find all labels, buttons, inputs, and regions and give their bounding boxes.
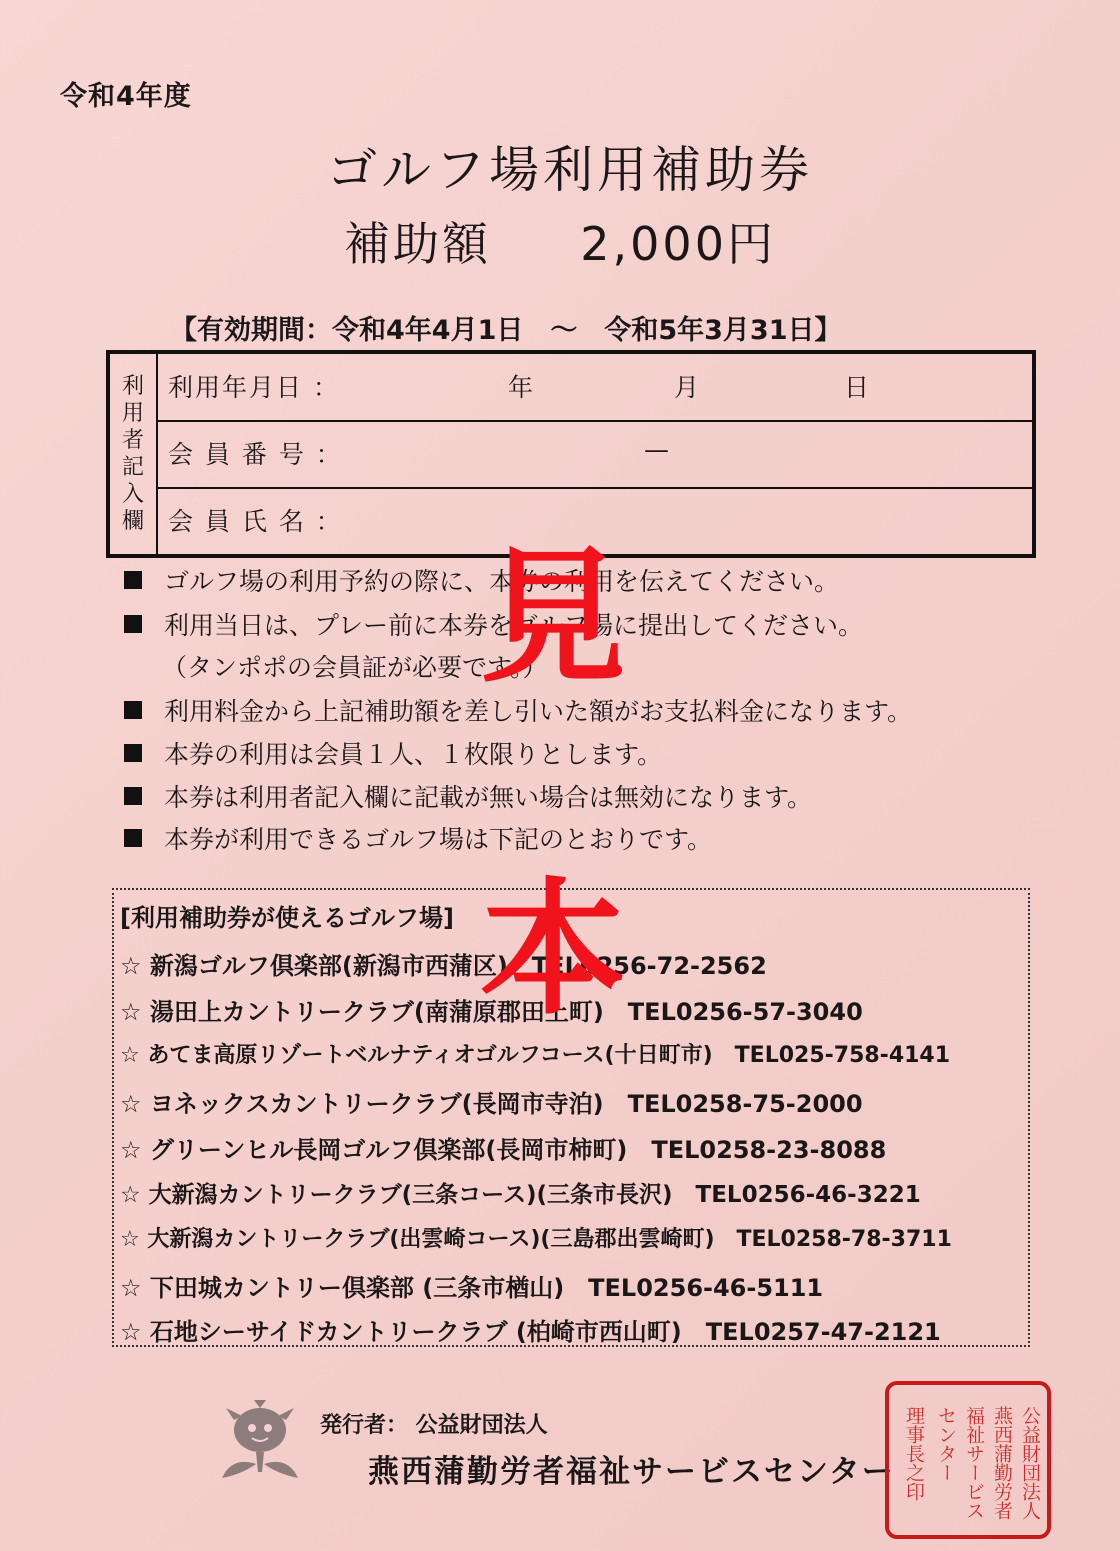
validity-period: 【有効期間：令和4年4月1日 ～ 令和5年3月31日】: [170, 315, 842, 346]
side-char: 者: [121, 428, 144, 453]
subsidy-amount: [0, 208, 1120, 274]
member-number-row[interactable]: [158, 421, 1032, 489]
seal-text: 燕西蒲勤労者: [991, 1406, 1013, 1520]
dandelion-logo-icon: [212, 1400, 308, 1484]
course-item: ☆ 下田城カントリー倶楽部 (三条市楢山) TEL0256-46-5111: [120, 1274, 824, 1302]
note-text: 本券が利用できるゴルフ場は下記のとおりです。: [164, 825, 713, 854]
side-char: 記: [121, 455, 144, 480]
member-name-label: 会 員 氏 名 ：: [168, 507, 343, 536]
course-item: ☆ 大新潟カントリークラブ(出雲崎コース)(三島郡出雲崎町) TEL0258-78-3711: [120, 1227, 952, 1252]
use-date-label: 利用年月日 ：: [168, 373, 340, 402]
side-char: 入: [121, 482, 144, 507]
seal-text: 公益財団法人: [1019, 1406, 1041, 1520]
seal-text: センター: [935, 1406, 957, 1482]
ticket-title: ゴルフ場利用補助券: [327, 141, 813, 199]
course-item: ☆ 石地シーサイドカントリークラブ (柏崎市西山町) TEL0257-47-2121: [120, 1318, 941, 1346]
year-label: 年: [508, 373, 534, 402]
specimen-mark-top: 見: [480, 533, 626, 703]
member-number-label: 会 員 番 号 ：: [168, 440, 343, 469]
course-item: ☆ 新潟ゴルフ倶楽部(新潟市西蒲区) TEL0256-72-2562: [120, 952, 767, 980]
bullet-square-icon: [124, 787, 142, 805]
issuer-name: 燕西蒲勤労者福祉サービスセンター: [368, 1454, 895, 1490]
note-sub: （タンポポの会員証が必要です。）: [162, 653, 548, 682]
note-text: 利用料金から上記補助額を差し引いた額がお支払料金になります。: [164, 697, 913, 726]
course-item: ☆ ヨネックスカントリークラブ(長岡市寺泊) TEL0258-75-2000: [120, 1090, 863, 1118]
note-item: [124, 778, 812, 814]
course-item: ☆ あてま高原リゾートベルナティオゴルフコース(十日町市) TEL025-758-4141: [120, 1043, 951, 1068]
bullet-square-icon: [124, 701, 142, 719]
use-date-row[interactable]: [158, 354, 1032, 422]
amount-value: 2,000円: [580, 217, 776, 271]
side-char: 利: [121, 374, 144, 399]
form-side-label: [110, 354, 158, 554]
seal-text: 理事長之印: [903, 1406, 925, 1501]
note-text: ゴルフ場の利用予約の際に、本券の利用を伝えてください。: [164, 567, 840, 596]
note-text: 本券は利用者記入欄に記載が無い場合は無効になります。: [164, 783, 813, 812]
seal-text: 福祉サービス: [963, 1406, 985, 1520]
official-seal: [884, 1380, 1052, 1544]
course-item: ☆ 湯田上カントリークラブ(南蒲原郡田上町) TEL0256-57-3040: [120, 998, 863, 1026]
issuer-label: 発行者： 公益財団法人: [320, 1413, 548, 1438]
course-list-heading: [利用補助券が使えるゴルフ場]: [120, 904, 454, 932]
note-text: 本券の利用は会員１人、１枚限りとします。: [164, 740, 663, 769]
course-item: ☆ 大新潟カントリークラブ(三条コース)(三条市長沢) TEL0256-46-3221: [120, 1182, 921, 1208]
day-label: 日: [844, 373, 870, 402]
bullet-square-icon: [124, 829, 142, 847]
amount-label: 補助額: [344, 217, 492, 271]
bullet-square-icon: [124, 615, 142, 633]
fiscal-year: 令和4年度: [60, 81, 192, 112]
specimen-mark-bottom: 本: [480, 865, 626, 1035]
bullet-square-icon: [124, 571, 142, 589]
side-char: 欄: [121, 509, 144, 534]
note-item: [124, 735, 662, 771]
member-number-dash: —: [644, 435, 669, 464]
side-char: 用: [121, 401, 144, 426]
bullet-square-icon: [124, 744, 142, 762]
note-text: 利用当日は、プレー前に本券をゴルフ場に提出してください。: [164, 611, 864, 640]
course-item: ☆ グリーンヒル長岡ゴルフ倶楽部(長岡市柿町) TEL0258-23-8088: [120, 1136, 887, 1164]
month-label: 月: [674, 373, 700, 402]
